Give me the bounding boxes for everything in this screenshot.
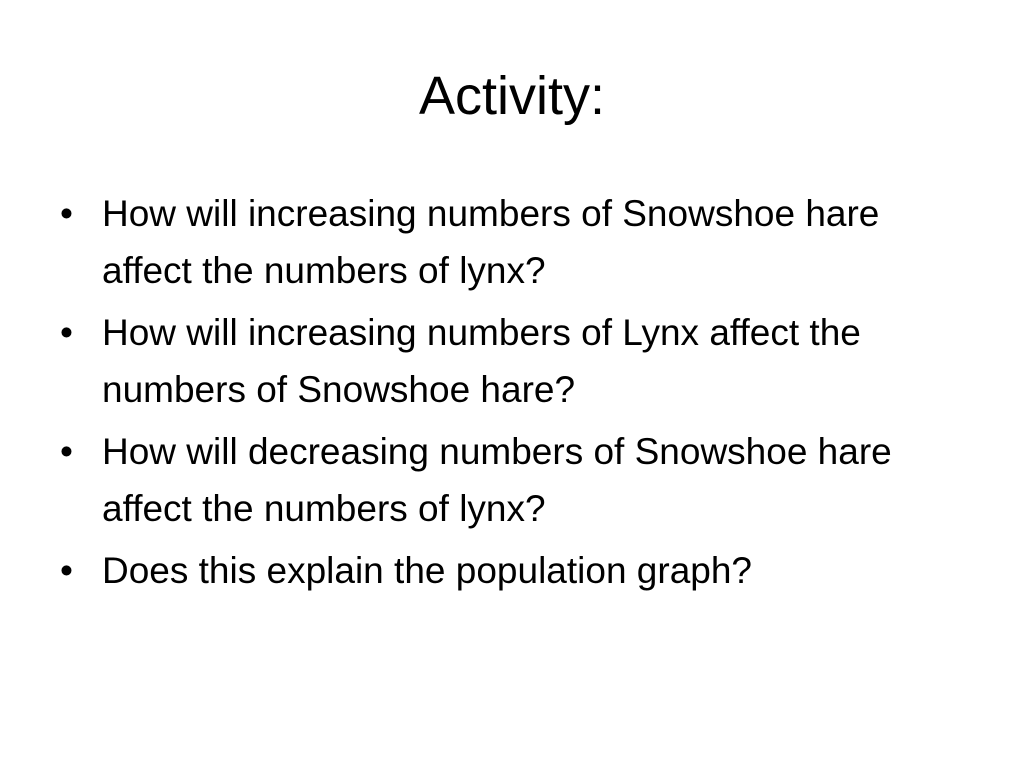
bullet-icon: • [60, 431, 73, 472]
bullet-text: Does this explain the population graph? [102, 550, 753, 591]
bullet-item [60, 185, 970, 299]
bullet-list [60, 185, 970, 604]
bullet-text: How will decreasing numbers of Snowshoe hare affect the numbers of lynx? [102, 431, 892, 529]
bullet-text: How will increasing numbers of Snowshoe hare affect the numbers of lynx? [102, 193, 880, 291]
bullet-item [60, 542, 970, 599]
bullet-icon: • [60, 312, 73, 353]
bullet-icon: • [60, 550, 73, 591]
bullet-item [60, 423, 970, 537]
bullet-text: How will increasing numbers of Lynx affect the numbers of Snowshoe hare? [102, 312, 861, 410]
bullet-icon: • [60, 193, 73, 234]
slide-title: Activity: [418, 66, 606, 126]
bullet-item [60, 304, 970, 418]
